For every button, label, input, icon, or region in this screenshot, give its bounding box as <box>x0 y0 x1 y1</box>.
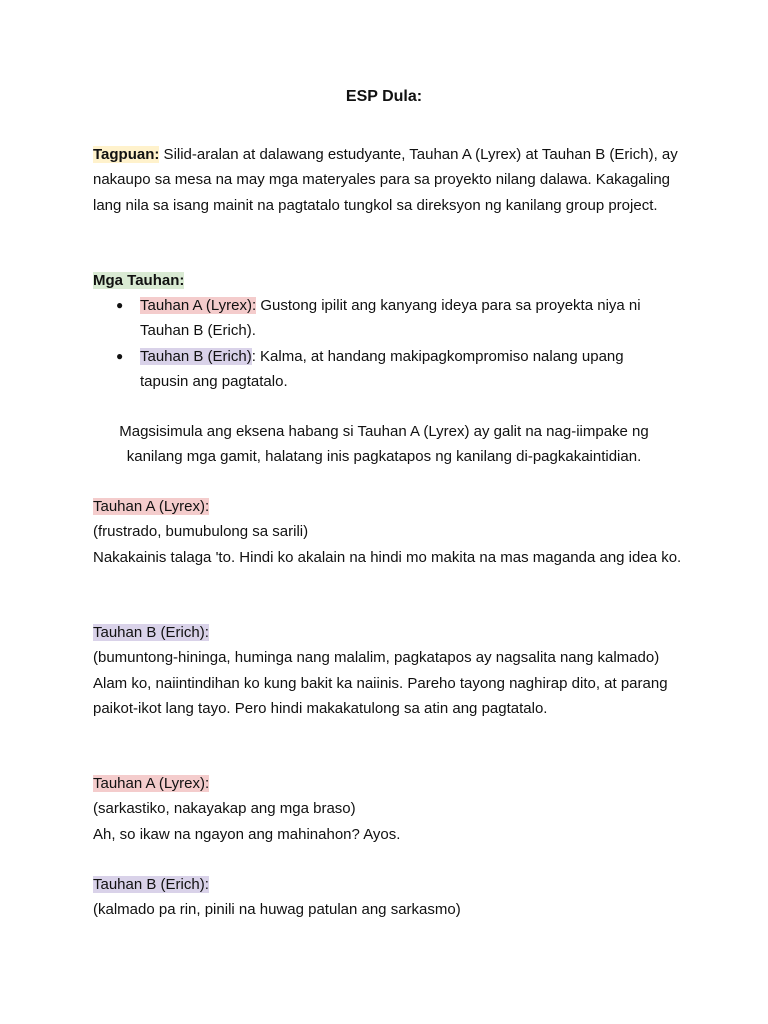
speaker-label: Tauhan B (Erich): <box>93 624 209 641</box>
dialogue-line: Ah, so ikaw na ngayon ang mahinahon? Ayos. <box>93 825 401 843</box>
scene-intro: Magsisimula ang eksena habang si Tauhan A (Lyrex) ay galit na nag-iimpake ng kanilang mga gamit, halatang inis pagkatapos ng kanilang di-pagkakaintidian. <box>119 423 649 465</box>
character-name: Tauhan A (Lyrex): <box>140 297 257 314</box>
character-description: : Kalma, at handang makipagkompromiso nalang upang tapusin ang pagtatalo. <box>140 347 624 390</box>
document-title: ESP Dula: <box>345 88 423 105</box>
speaker-label: Tauhan A (Lyrex): <box>93 498 210 515</box>
setting-text: Silid-aralan at dalawang estudyante, Tauhan A (Lyrex) at Tauhan B (Erich), ay nakaupo sa mesa na may mga materyales para sa proyekto nilang dalawa. Kakagaling lang nila sa isang mainit na pagtatalo tungkol sa direksyon ng kanilang group project. <box>93 146 678 214</box>
dialogue-line: Alam ko, naiintindihan ko kung bakit ka naiinis. Pareho tayong naghirap dito, at parang paikot-ikot lang tayo. Pero hindi makakatulong sa atin ang pagtatalo. <box>93 674 668 717</box>
speaker-label: Tauhan B (Erich): <box>93 876 209 893</box>
dialogue-entry <box>93 872 693 923</box>
characters-list <box>116 293 676 394</box>
bullet-icon: ● <box>116 298 124 312</box>
stage-direction: (frustrado, bumubulong sa sarili) <box>93 523 309 541</box>
stage-direction: (bumuntong-hininga, huminga nang malalim, pagkatapos ay nagsalita nang kalmado) <box>93 649 660 667</box>
character-description: Gustong ipilit ang kanyang ideya para sa proyekta niya ni Tauhan B (Erich). <box>140 297 641 340</box>
setting-paragraph <box>93 142 693 218</box>
dialogue-entry <box>93 620 693 721</box>
character-name: Tauhan B (Erich) <box>140 347 252 365</box>
dialogue-entry <box>93 494 693 570</box>
stage-direction: (sarkastiko, nakayakap ang mga braso) <box>93 800 356 818</box>
speaker-label: Tauhan A (Lyrex): <box>93 775 210 792</box>
setting-label: Tagpuan: <box>93 146 160 163</box>
list-item <box>116 344 676 395</box>
dialogue-line: Nakakainis talaga 'to. Hindi ko akalain na hindi mo makita na mas maganda ang idea ko. <box>93 548 682 566</box>
bullet-icon: ● <box>116 348 124 363</box>
stage-direction: (kalmado pa rin, pinili na huwag patulan ang sarkasmo) <box>93 901 461 919</box>
list-item <box>116 293 676 344</box>
dialogue-entry <box>93 771 693 847</box>
characters-label: Mga Tauhan: <box>93 272 185 289</box>
characters-heading <box>93 268 693 293</box>
